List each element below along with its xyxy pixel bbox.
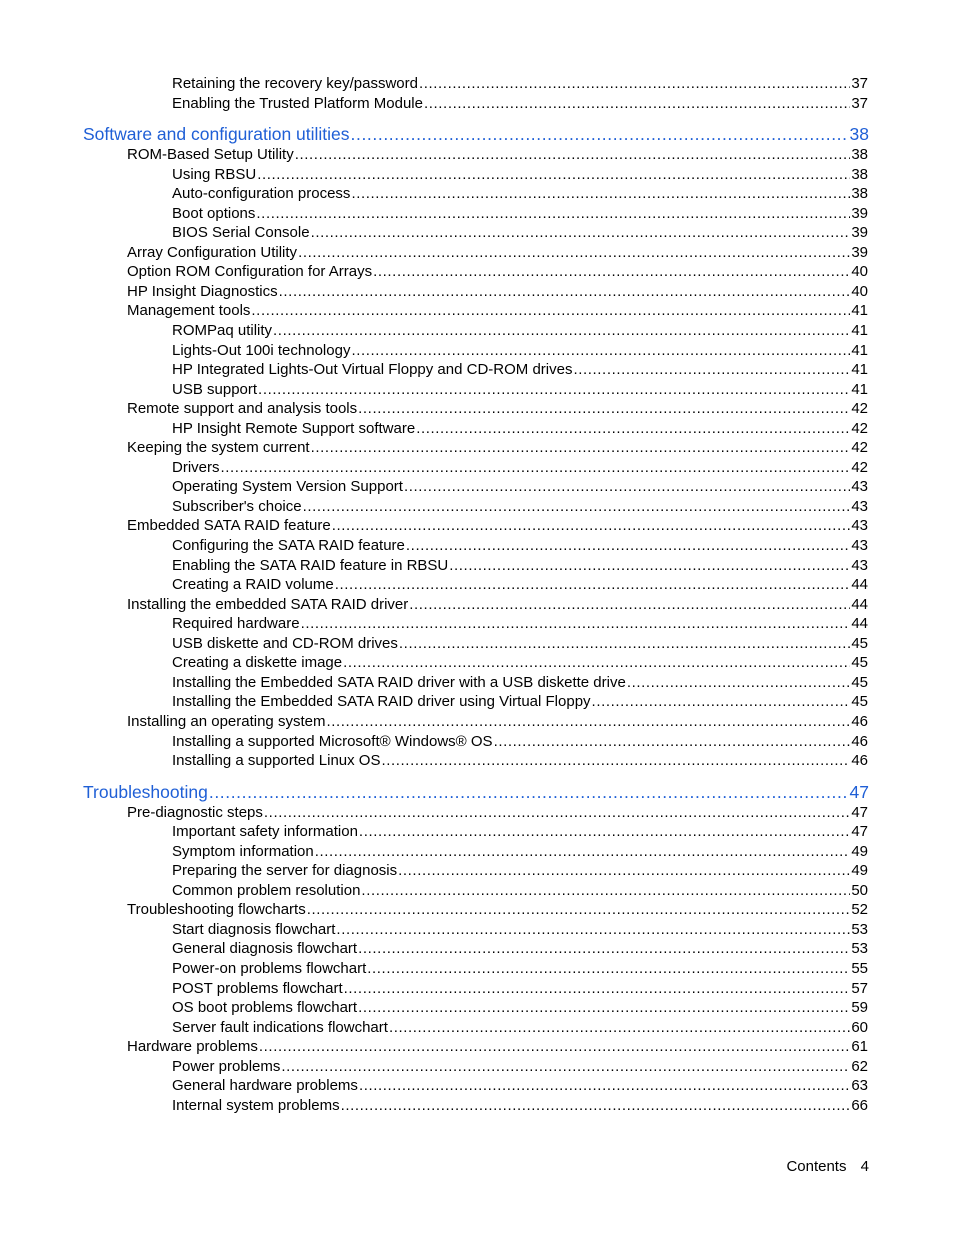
- toc-page-number: 41: [851, 302, 868, 320]
- dot-leader: [221, 458, 851, 478]
- toc-entry-link[interactable]: [172, 842, 868, 862]
- toc-page-number: 39: [851, 204, 868, 222]
- toc-page-number: 43: [851, 556, 868, 574]
- dot-leader: [406, 536, 850, 556]
- toc-entry-title: Server fault indications flowchart: [172, 1018, 388, 1036]
- toc-entry-title: BIOS Serial Console: [172, 224, 310, 242]
- toc-entry-link[interactable]: [127, 145, 868, 165]
- toc-entry-link[interactable]: [172, 732, 868, 752]
- toc-page-number: 40: [851, 263, 868, 281]
- toc-page-number: 45: [851, 634, 868, 652]
- toc-entry-title: Retaining the recovery key/password: [172, 75, 418, 92]
- toc-page-number: 49: [851, 862, 868, 880]
- toc-entry-title: Preparing the server for diagnosis: [172, 862, 398, 880]
- toc-page-number: 41: [851, 322, 868, 340]
- toc-entry-title: ROMPaq utility: [172, 322, 273, 340]
- dot-leader: [381, 751, 850, 771]
- toc-entry-title: Installing the Embedded SATA RAID driver using Virtual Floppy: [172, 693, 591, 711]
- dot-leader: [409, 595, 850, 615]
- dot-leader: [256, 204, 850, 224]
- toc-entry-link[interactable]: [172, 360, 868, 380]
- toc-entry-title: Installing the embedded SATA RAID driver: [127, 595, 409, 613]
- toc-entry-title: Pre-diagnostic steps: [127, 803, 263, 821]
- dot-leader: [311, 223, 851, 243]
- toc-entry-title: Required hardware: [172, 615, 300, 633]
- toc-entry-link[interactable]: [172, 536, 868, 556]
- toc-entry-title: Creating a diskette image: [172, 654, 343, 672]
- dot-leader: [311, 438, 851, 458]
- toc-entry-title: Common problem resolution: [172, 881, 361, 899]
- dot-leader: [257, 165, 850, 185]
- toc-page-number: 43: [851, 478, 868, 496]
- toc-page-number: 47: [851, 823, 868, 841]
- toc-page-number: 61: [851, 1038, 868, 1056]
- toc-entry-link[interactable]: [172, 998, 868, 1018]
- dot-leader: [279, 282, 851, 302]
- dot-leader: [307, 900, 851, 920]
- dot-leader: [303, 497, 851, 517]
- toc-entry-link[interactable]: [172, 751, 868, 771]
- toc-page-number: 39: [851, 224, 868, 242]
- toc-entry-link[interactable]: [172, 74, 868, 94]
- toc-entry-link[interactable]: [172, 822, 868, 842]
- toc-page-number: 46: [851, 732, 868, 750]
- dot-leader: [389, 1018, 850, 1038]
- toc-page-number: 41: [851, 341, 868, 359]
- toc-section-link[interactable]: [83, 781, 869, 803]
- toc-page-number: 45: [851, 673, 868, 691]
- toc-entry-link[interactable]: [172, 497, 868, 517]
- toc-entry-title: Creating a RAID volume: [172, 576, 334, 594]
- toc-entry-link[interactable]: [127, 900, 868, 920]
- toc-entry-link[interactable]: [127, 803, 868, 823]
- page-footer: [776, 1158, 869, 1175]
- dot-leader: [367, 959, 850, 979]
- toc-page-number: 57: [851, 979, 868, 997]
- toc-entry-title: Enabling the Trusted Platform Module: [172, 94, 423, 112]
- toc-page-number: 47: [851, 803, 868, 821]
- toc-entry-link[interactable]: [172, 634, 868, 654]
- toc-page-number: 59: [851, 999, 868, 1017]
- toc-entry-title: Symptom information: [172, 842, 314, 860]
- toc-page-number: 38: [851, 146, 868, 164]
- toc-page-number: 62: [851, 1057, 868, 1075]
- toc-page-number: 43: [851, 537, 868, 555]
- toc-entry-title: Installing a supported Microsoft® Windows® OS: [172, 732, 493, 750]
- dot-leader: [336, 920, 850, 940]
- toc-page-number: 44: [851, 576, 868, 594]
- toc-entry-link[interactable]: [172, 614, 868, 634]
- dot-leader: [315, 842, 851, 862]
- dot-leader: [592, 692, 851, 712]
- dot-leader: [264, 803, 850, 823]
- toc-entry-title: ROM-Based Setup Utility: [127, 146, 294, 164]
- toc-page-number: 43: [851, 497, 868, 515]
- toc-entry-title: Start diagnosis flowchart: [172, 920, 336, 938]
- toc-entry-title: Array Configuration Utility: [127, 243, 298, 261]
- toc-entry-link[interactable]: [127, 438, 868, 458]
- toc-entry-title: Installing a supported Linux OS: [172, 752, 381, 770]
- toc-entry-title: Management tools: [127, 302, 251, 320]
- toc-entry-title: Drivers: [172, 458, 220, 476]
- toc-entry-link[interactable]: [172, 94, 868, 114]
- dot-leader: [335, 575, 851, 595]
- toc-entry-title: Troubleshooting: [83, 781, 208, 802]
- toc-entry-link[interactable]: [127, 282, 868, 302]
- toc-entry-title: Power problems: [172, 1057, 281, 1075]
- toc-page-number: 39: [851, 243, 868, 261]
- toc-page-number: 38: [851, 185, 868, 203]
- dot-leader: [298, 243, 850, 263]
- toc-entry-link[interactable]: [172, 165, 868, 185]
- toc-page-number: 37: [851, 94, 868, 112]
- toc-entry-link[interactable]: [172, 380, 868, 400]
- toc-page-number: 53: [851, 940, 868, 958]
- toc-entry-title: General hardware problems: [172, 1077, 358, 1095]
- dot-leader: [359, 1076, 850, 1096]
- dot-leader: [573, 360, 850, 380]
- toc-entry-link[interactable]: [172, 477, 868, 497]
- toc-page-number: 42: [851, 419, 868, 437]
- toc-entry-link[interactable]: [172, 692, 868, 712]
- footer-label: Contents: [786, 1158, 847, 1175]
- toc-page-number: 42: [851, 439, 868, 457]
- dot-leader: [358, 399, 850, 419]
- toc-entry-link[interactable]: [172, 939, 868, 959]
- toc-entry-link[interactable]: [172, 223, 868, 243]
- toc-entry-link[interactable]: [172, 184, 868, 204]
- toc-entry-link[interactable]: [172, 458, 868, 478]
- toc-page-number: 49: [851, 842, 868, 860]
- toc-entry-title: HP Integrated Lights-Out Virtual Floppy and CD-ROM drives: [172, 361, 573, 379]
- footer-page-number: 4: [860, 1158, 869, 1175]
- toc-entry-link[interactable]: [127, 262, 868, 282]
- toc-page-number: 41: [851, 361, 868, 379]
- dot-leader: [301, 614, 851, 634]
- toc-entry-title: Lights-Out 100i technology: [172, 341, 351, 359]
- dot-leader: [351, 341, 850, 361]
- toc-entry-title: Installing the Embedded SATA RAID driver with a USB diskette drive: [172, 673, 626, 691]
- toc-entry-title: Remote support and analysis tools: [127, 400, 358, 418]
- toc-entry-link[interactable]: [172, 1018, 868, 1038]
- dot-leader: [295, 145, 851, 165]
- toc-entry-title: Auto-configuration process: [172, 185, 351, 203]
- toc-entry-title: Installing an operating system: [127, 712, 326, 730]
- dot-leader: [343, 653, 850, 673]
- dot-leader: [359, 822, 850, 842]
- dot-leader: [344, 979, 851, 999]
- toc-entry-link[interactable]: [172, 1057, 868, 1077]
- toc-page-number: 46: [851, 712, 868, 730]
- toc-entry-link[interactable]: [127, 516, 868, 536]
- toc-entry-link[interactable]: [172, 1076, 868, 1096]
- toc-page-number: 46: [851, 752, 868, 770]
- dot-leader: [259, 1037, 850, 1057]
- toc-page-number: 41: [851, 380, 868, 398]
- toc-entry-title: Option ROM Configuration for Arrays: [127, 263, 373, 281]
- dot-leader: [209, 781, 849, 803]
- dot-leader: [281, 1057, 850, 1077]
- dot-leader: [273, 321, 850, 341]
- toc-page-number: 60: [851, 1018, 868, 1036]
- toc-entry-title: Embedded SATA RAID feature: [127, 517, 331, 535]
- toc-entry-link[interactable]: [127, 399, 868, 419]
- toc-entry-title: Subscriber's choice: [172, 497, 302, 515]
- toc-entry-title: Important safety information: [172, 823, 358, 841]
- toc-entry-title: Software and configuration utilities: [83, 124, 350, 145]
- toc-page-number: 42: [851, 400, 868, 418]
- toc-entry-title: USB support: [172, 380, 258, 398]
- toc-entry-title: Power-on problems flowchart: [172, 959, 367, 977]
- dot-leader: [341, 1096, 851, 1116]
- toc-entry-link[interactable]: [172, 419, 868, 439]
- dot-leader: [404, 477, 850, 497]
- dot-leader: [251, 301, 850, 321]
- toc-entry-link[interactable]: [172, 321, 868, 341]
- dot-leader: [358, 998, 850, 1018]
- toc-entry-title: Hardware problems: [127, 1038, 258, 1056]
- dot-leader: [332, 516, 851, 536]
- toc-page-number: 38: [849, 124, 869, 145]
- dot-leader: [399, 634, 850, 654]
- toc-entry-link[interactable]: [172, 653, 868, 673]
- toc-entry-title: HP Insight Diagnostics: [127, 282, 278, 300]
- toc-page-number: 63: [851, 1077, 868, 1095]
- dot-leader: [627, 673, 850, 693]
- toc-page-number: 42: [851, 458, 868, 476]
- dot-leader: [449, 556, 850, 576]
- table-of-contents: [0, 74, 954, 1115]
- toc-entry-title: Enabling the SATA RAID feature in RBSU: [172, 556, 449, 574]
- dot-leader: [351, 184, 850, 204]
- dot-leader: [358, 939, 850, 959]
- toc-entry-title: Operating System Version Support: [172, 478, 403, 496]
- dot-leader: [494, 732, 851, 752]
- toc-page-number: 44: [851, 595, 868, 613]
- dot-leader: [419, 74, 850, 94]
- toc-page-number: 40: [851, 282, 868, 300]
- toc-entry-title: OS boot problems flowchart: [172, 999, 358, 1017]
- toc-entry-link[interactable]: [127, 1037, 868, 1057]
- toc-page-number: 44: [851, 615, 868, 633]
- toc-page-number: 43: [851, 517, 868, 535]
- toc-entry-title: Configuring the SATA RAID feature: [172, 537, 405, 555]
- toc-entry-title: Using RBSU: [172, 165, 257, 183]
- toc-page-number: 45: [851, 693, 868, 711]
- toc-entry-link[interactable]: [127, 301, 868, 321]
- toc-entry-link[interactable]: [172, 204, 868, 224]
- toc-entry-link[interactable]: [172, 575, 868, 595]
- toc-entry-link[interactable]: [127, 712, 868, 732]
- toc-entry-link[interactable]: [172, 959, 868, 979]
- toc-page-number: 45: [851, 654, 868, 672]
- toc-page-number: 38: [851, 165, 868, 183]
- toc-entry-title: Troubleshooting flowcharts: [127, 901, 306, 919]
- toc-section-link[interactable]: [83, 123, 869, 145]
- toc-entry-link[interactable]: [172, 881, 868, 901]
- dot-leader: [361, 881, 850, 901]
- toc-entry-link[interactable]: [172, 556, 868, 576]
- toc-entry-title: Keeping the system current: [127, 439, 310, 457]
- toc-entry-title: Boot options: [172, 204, 256, 222]
- toc-entry-link[interactable]: [172, 1096, 868, 1116]
- dot-leader: [424, 94, 850, 114]
- toc-entry-title: General diagnosis flowchart: [172, 940, 358, 958]
- dot-leader: [373, 262, 850, 282]
- toc-entry-link[interactable]: [127, 595, 868, 615]
- toc-entry-link[interactable]: [172, 673, 868, 693]
- toc-page-number: 55: [851, 959, 868, 977]
- dot-leader: [351, 123, 849, 145]
- toc-entry-title: POST problems flowchart: [172, 979, 343, 997]
- dot-leader: [258, 380, 850, 400]
- toc-entry-title: HP Insight Remote Support software: [172, 419, 416, 437]
- toc-entry-link[interactable]: [172, 979, 868, 999]
- toc-page-number: 37: [851, 75, 868, 92]
- toc-entry-title: USB diskette and CD-ROM drives: [172, 634, 398, 652]
- dot-leader: [416, 419, 850, 439]
- toc-entry-link[interactable]: [172, 341, 868, 361]
- toc-page-number: 66: [851, 1096, 868, 1114]
- dot-leader: [326, 712, 850, 732]
- toc-entry-link[interactable]: [127, 243, 868, 263]
- dot-leader: [398, 861, 850, 881]
- toc-entry-title: Internal system problems: [172, 1096, 340, 1114]
- toc-page-number: 52: [851, 901, 868, 919]
- toc-page-number: 50: [851, 881, 868, 899]
- toc-page-number: 47: [849, 781, 869, 802]
- toc-entry-link[interactable]: [172, 861, 868, 881]
- toc-entry-link[interactable]: [172, 920, 868, 940]
- toc-page-number: 53: [851, 920, 868, 938]
